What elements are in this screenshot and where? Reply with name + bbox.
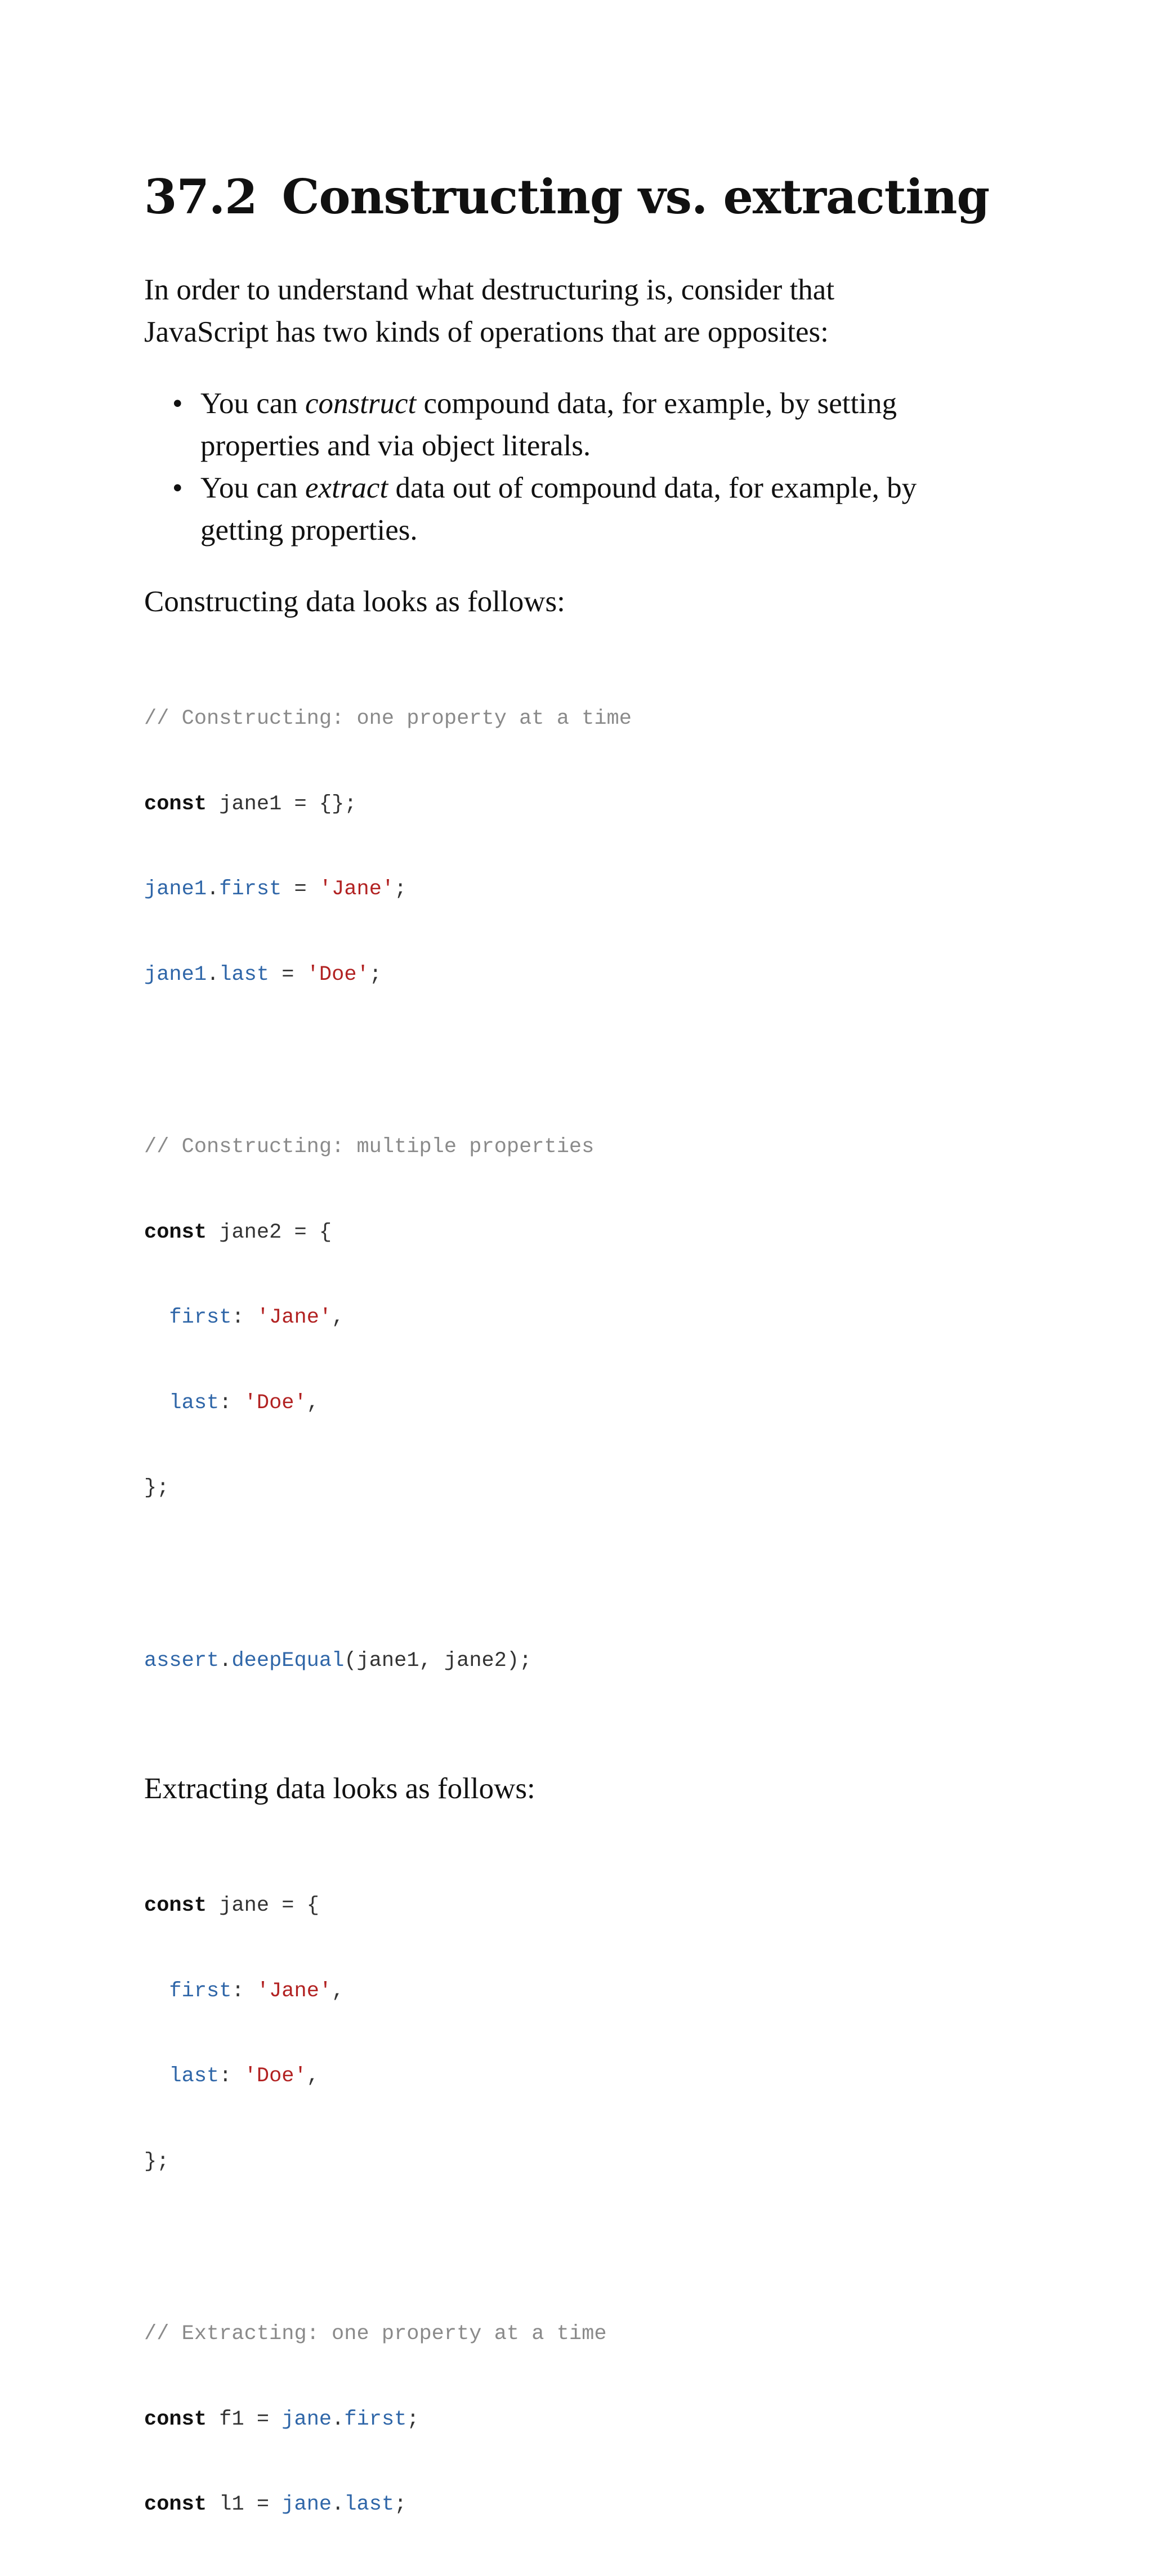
construct-lead: Constructing data looks as follows: <box>144 585 565 618</box>
intro-line-1: In order to understand what destructuring is, consider that <box>144 274 835 306</box>
section-heading <box>144 169 1011 225</box>
section-title: Constructing vs. extracting <box>281 169 990 225</box>
bullet-text: You can <box>200 387 306 420</box>
code-line: const jane = { <box>144 1894 319 1918</box>
code-line: const jane2 = { <box>144 1220 332 1244</box>
bullet-emphasis: extract <box>305 472 388 504</box>
bullet-text: getting properties. <box>200 514 418 546</box>
list-item <box>172 383 1011 467</box>
code-block-extracting <box>144 1835 1011 2576</box>
code-line: // Constructing: one property at a time <box>144 707 632 731</box>
code-line: }; <box>144 1476 169 1500</box>
code-line: const l1 = jane.last; <box>144 2493 407 2516</box>
code-line: const f1 = jane.first; <box>144 2407 419 2431</box>
code-line: }; <box>144 2149 169 2174</box>
code-line: jane1.first = 'Jane'; <box>144 877 407 901</box>
intro-line-2: JavaScript has two kinds of operations that are opposites: <box>144 316 829 348</box>
code-line: last: 'Doe', <box>169 2064 319 2088</box>
code-line: last: 'Doe', <box>169 1391 319 1415</box>
list-item <box>172 467 1011 552</box>
code-line: // Constructing: multiple properties <box>144 1135 595 1159</box>
bullet-text: properties and via object literals. <box>200 429 591 462</box>
code-line: jane1.last = 'Doe'; <box>144 962 382 987</box>
code-line: const jane1 = {}; <box>144 792 357 816</box>
bullet-icon: • <box>172 387 183 420</box>
code-line: first: 'Jane', <box>169 1306 345 1329</box>
bullet-text: compound data, for example, by setting <box>416 387 897 420</box>
section-number: 37.2 <box>144 169 257 225</box>
operations-list <box>144 383 1011 552</box>
code-line: // Extracting: one property at a time <box>144 2322 607 2346</box>
code-line: first: 'Jane', <box>169 1979 345 2003</box>
bullet-icon: • <box>172 472 183 504</box>
code-block-constructing <box>144 648 1011 1732</box>
code-line: assert.deepEqual(jane1, jane2); <box>144 1648 532 1673</box>
page-content <box>144 169 1011 2576</box>
intro-paragraph <box>144 269 1011 353</box>
bullet-emphasis: construct <box>305 387 417 420</box>
bullet-text: You can <box>200 472 306 504</box>
extract-lead: Extracting data looks as follows: <box>144 1772 535 1805</box>
bullet-text: data out of compound data, for example, by <box>388 472 917 504</box>
